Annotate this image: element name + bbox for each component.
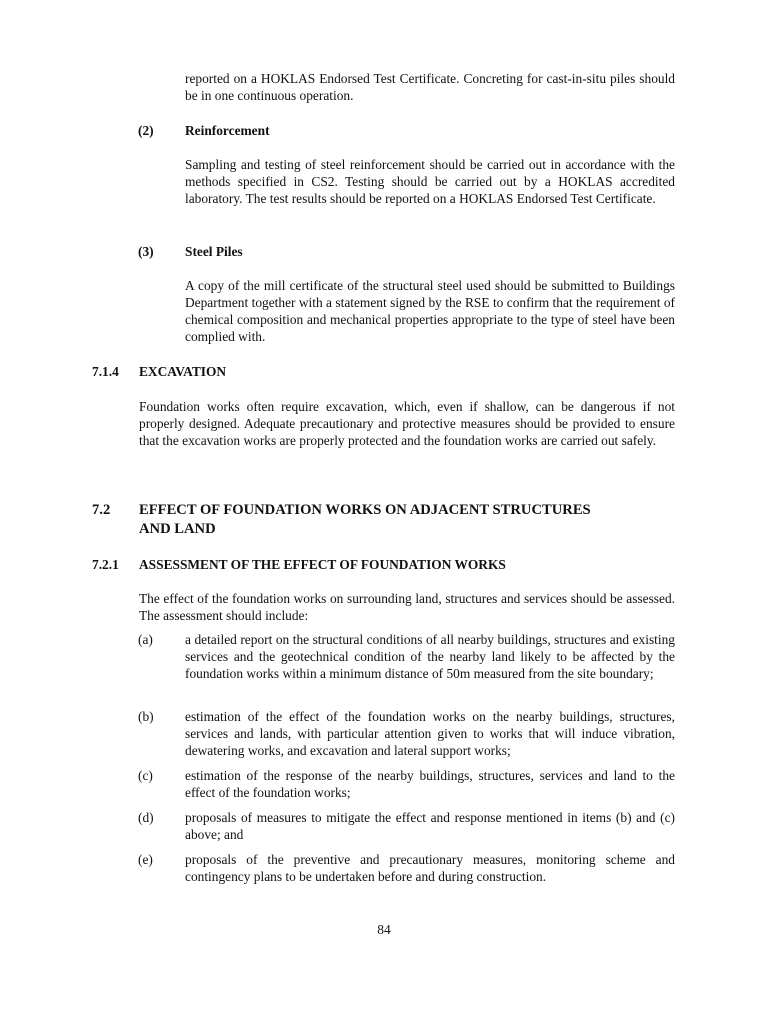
list-item-text-d: proposals of measures to mitigate the effect and response mentioned in items (b) and (c) above; and [185,810,675,842]
page-number: 84 [377,922,391,937]
list-item-text-e: proposals of the preventive and precautionary measures, monitoring scheme and contingency plans to be undertaken before and during construction. [185,852,675,884]
reinforcement-number: (2) [138,123,154,138]
excavation-number: 7.1.4 [92,364,119,379]
section-7-2-heading-line2: AND LAND [139,521,216,537]
reinforcement-heading: Reinforcement [185,123,270,138]
list-item-label-e: (e) [138,852,153,867]
list-item-text-a: a detailed report on the structural conditions of all nearby buildings, structures and existing services and the geotechnical condition of the nearby land likely to be affected by the foundation works within a minimum distance of 50m measured from the site boundary; [185,632,675,681]
list-item-label-a: (a) [138,632,153,647]
section-7-2-1-heading: ASSESSMENT OF THE EFFECT OF FOUNDATION WORKS [139,557,506,572]
list-item-label-b: (b) [138,709,154,724]
steel-piles-number: (3) [138,244,154,259]
list-item-text-c: estimation of the response of the nearby buildings, structures, services and land to the effect of the foundation works; [185,768,675,800]
excavation-heading: EXCAVATION [139,364,227,379]
list-item-label-c: (c) [138,768,153,783]
steel-piles-body: A copy of the mill certificate of the structural steel used should be submitted to Buildings Department together with a statement signed by the RSE to confirm that the requirement of chemical composition and mechanical properties appropriate to the type of steel have been complied with. [185,278,675,344]
section-7-2-1-intro: The effect of the foundation works on surrounding land, structures and services should be assessed. The assessment should include: [139,591,675,623]
section-7-2-number: 7.2 [92,502,111,518]
list-item-label-d: (d) [138,810,154,825]
excavation-body: Foundation works often require excavation, which, even if shallow, can be dangerous if not properly designed. Adequate precautionary and protective measures should be provided to ensure that the excavation works are properly protected and the foundation works are carried out safely. [139,399,675,448]
reinforcement-body: Sampling and testing of steel reinforcement should be carried out in accordance with the methods specified in CS2. Testing should be carried out by a HOKLAS accredited laboratory. The test results should be reported on a HOKLAS Endorsed Test Certificate. [185,157,675,206]
intro-paragraph: reported on a HOKLAS Endorsed Test Certificate. Concreting for cast-in-situ piles should be in one continuous operation. [185,71,675,103]
steel-piles-heading: Steel Piles [185,244,243,259]
list-item-text-b: estimation of the effect of the foundation works on the nearby buildings, structures, services and lands, with particular attention given to works that will induce vibration, dewatering works, and excavation and lateral support works; [185,709,675,758]
section-7-2-heading-line1: EFFECT OF FOUNDATION WORKS ON ADJACENT STRUCTURES [139,502,591,518]
section-7-2-1-number: 7.2.1 [92,557,119,572]
